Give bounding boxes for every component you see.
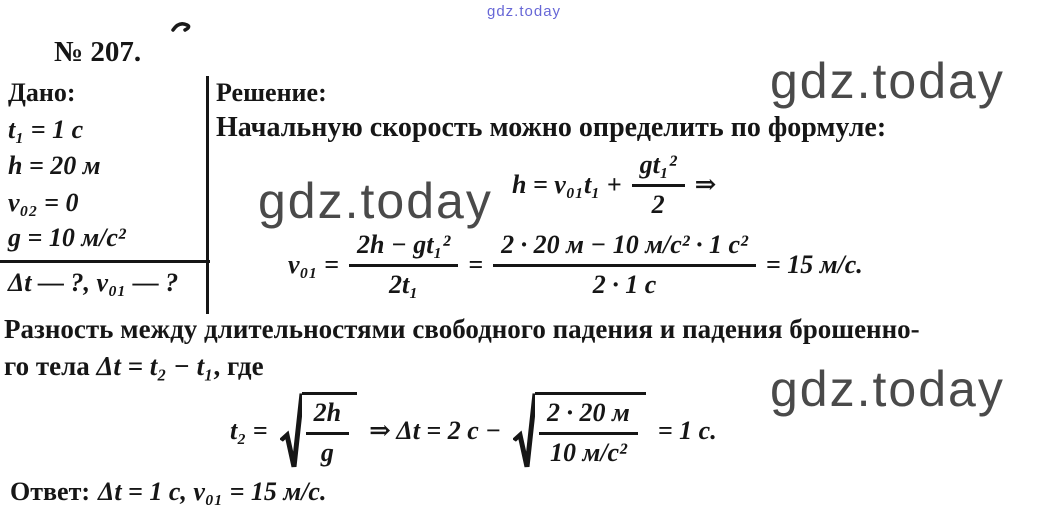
formula1-lhs: h = v₀₁t₁ + xyxy=(512,170,622,199)
formula2-equals: = xyxy=(468,250,484,279)
solution-header: Решение: xyxy=(216,78,327,107)
answer-value: Δt = 1 с, v₀₁ = 15 м/с. xyxy=(98,477,327,506)
given-solution-divider xyxy=(206,76,209,314)
given-item-v02: v₀₂ = 0 xyxy=(8,188,79,217)
formula3-sqrt2-numerator: 2 · 20 м xyxy=(547,398,630,427)
radical-sign-icon xyxy=(513,392,535,470)
formula2-result: = 15 м/с. xyxy=(765,250,863,279)
formula-initial-velocity xyxy=(288,230,863,300)
formula2-fraction-symbolic xyxy=(349,230,458,300)
given-item-t1: t₁ = 1 с xyxy=(8,115,84,144)
formula2-frac2-numerator: 2 · 20 м − 10 м/с² · 1 с² xyxy=(501,230,748,259)
given-header: Дано: xyxy=(8,78,76,107)
formula-height xyxy=(512,150,716,220)
formula3-mid: ⇒ Δt = 2 с − xyxy=(369,416,502,445)
formula2-frac1-numerator: 2h − gt₁² xyxy=(356,230,451,259)
given-item-g: g = 10 м/с² xyxy=(8,223,126,252)
paragraph-line2-math: Δt = t₂ − t₁ xyxy=(96,351,214,381)
problem-number: № 207. xyxy=(54,36,142,68)
formula2-lhs: v₀₁ = xyxy=(288,250,339,279)
paragraph-line2-text-c: , где xyxy=(213,351,264,381)
given-item-h: h = 20 м xyxy=(8,151,101,180)
formula3-sqrt2-fraction xyxy=(539,398,638,468)
paragraph-line2-text-a: го тела xyxy=(4,351,97,381)
pen-mark-icon xyxy=(170,18,196,36)
formula3-sqrt-numeric xyxy=(513,392,646,470)
formula2-frac2-denominator: 2 · 1 с xyxy=(493,264,756,300)
answer-label: Ответ: xyxy=(10,477,91,506)
given-find: Δt — ?, v₀₁ — ? xyxy=(8,268,179,297)
watermark-top-center: gdz.today xyxy=(487,3,562,20)
formula3-sqrt-symbolic xyxy=(280,392,357,470)
paragraph-line2 xyxy=(4,351,264,382)
solution-intro: Начальную скорость можно определить по формуле: xyxy=(216,112,887,143)
formula3-sqrt1-denominator: g xyxy=(306,432,349,468)
formula1-fraction xyxy=(632,150,685,220)
implies-arrow: ⇒ xyxy=(694,170,717,199)
given-underline xyxy=(0,260,210,263)
formula3-sqrt1-fraction xyxy=(306,398,349,468)
watermark-bottom-right: gdz.today xyxy=(770,361,1005,417)
answer-line xyxy=(10,477,326,507)
formula3-sqrt2-denominator: 10 м/с² xyxy=(539,432,638,468)
formula-time-difference xyxy=(230,392,717,470)
formula3-sqrt1-numerator: 2h xyxy=(313,398,342,427)
watermark-middle-left: gdz.today xyxy=(258,173,493,229)
watermark-top-right: gdz.today xyxy=(770,53,1005,109)
formula2-fraction-numeric xyxy=(493,230,756,300)
formula1-denominator: 2 xyxy=(632,184,685,220)
formula3-lhs: t₂ = xyxy=(230,416,268,445)
formula2-frac1-denominator: 2t₁ xyxy=(349,264,458,300)
formula1-numerator: gt₁² xyxy=(639,150,677,179)
paragraph-line1: Разность между длительностями свободного падения и падения брошенно- xyxy=(4,314,920,344)
formula3-result: = 1 с. xyxy=(657,416,717,445)
radical-sign-icon xyxy=(280,392,302,470)
